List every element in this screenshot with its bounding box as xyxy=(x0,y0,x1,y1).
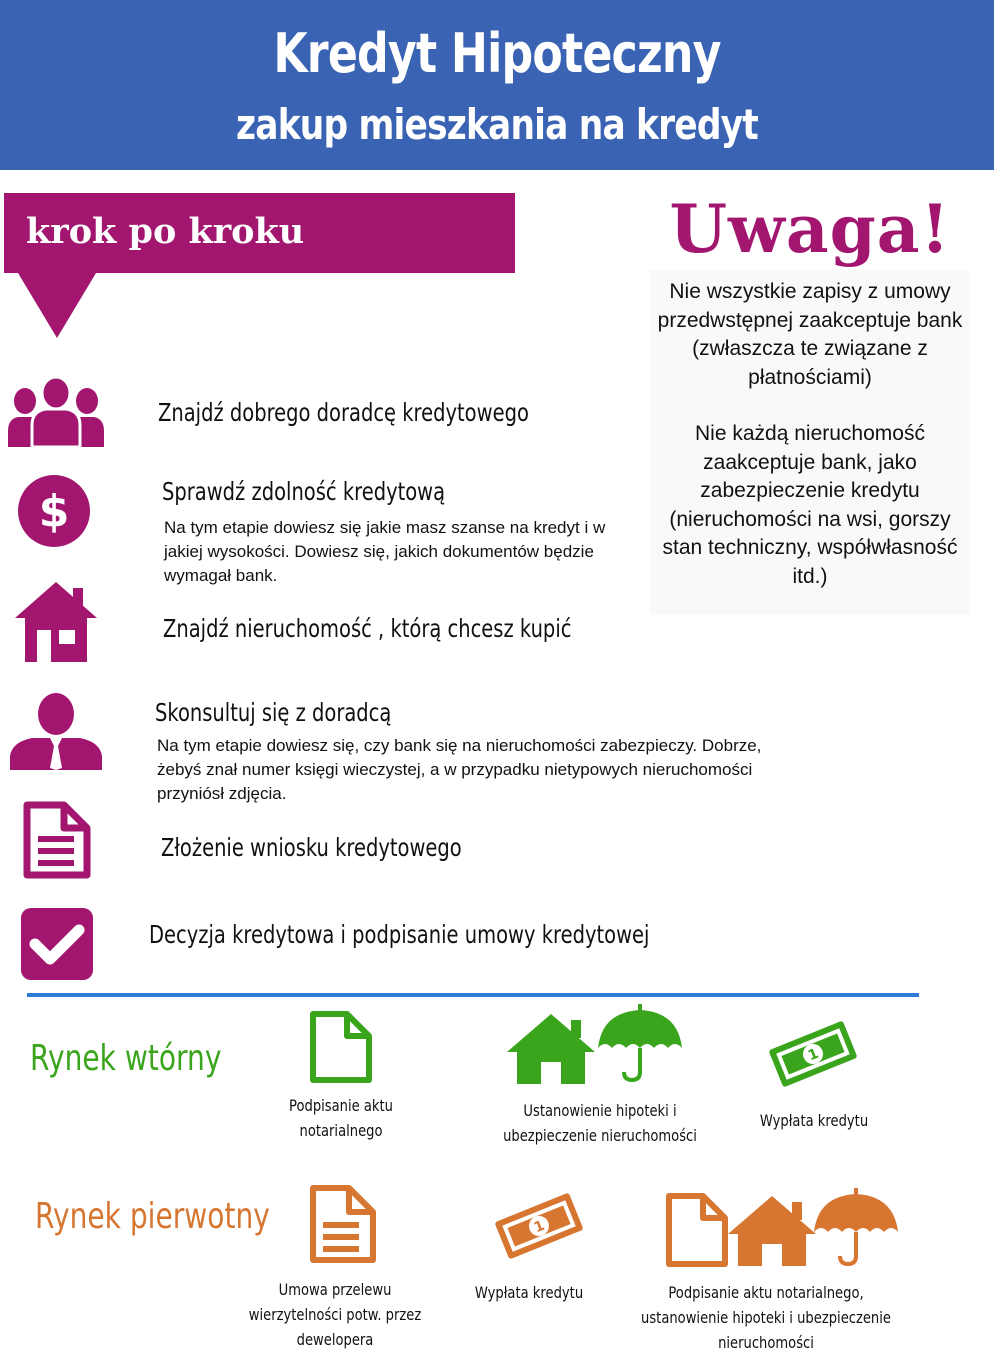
primary-caption-3: Podpisanie aktu notarialnego, ustanowienie hipoteki i ubezpieczenie nieruchomości xyxy=(641,1283,891,1352)
secondary-caption-1: Podpisanie aktu notarialnego xyxy=(289,1096,393,1140)
house-icon xyxy=(15,582,97,662)
steps-banner-label: krok po kroku xyxy=(26,211,305,252)
divider xyxy=(27,993,919,997)
primary-small-document-icon xyxy=(665,1192,729,1268)
svg-text:$: $ xyxy=(38,486,70,537)
primary-caption-1: Umowa przelewu wierzytelności potw. przez dewelopera xyxy=(248,1280,422,1349)
page-subtitle: zakup mieszkania na kredyt xyxy=(236,100,758,149)
banner-pointer xyxy=(18,273,96,338)
svg-text:1: 1 xyxy=(805,1045,821,1065)
people-icon xyxy=(8,375,104,447)
warning-title: Uwaga! xyxy=(669,190,951,268)
step-4-title: Skonsultuj się z doradcą xyxy=(155,698,392,727)
dollar-icon xyxy=(17,474,91,548)
primary-house-icon xyxy=(728,1196,816,1266)
secondary-banknote-icon xyxy=(766,1016,860,1092)
step-4-description: Na tym etapie dowiesz się, czy bank się na nieruchomości zabezpieczy. Dobrze, żebyś znał numer księgi wieczystej, a w przypadku nietypowych nieruchomości przyniósł zdjęcia. xyxy=(157,736,762,803)
warning-paragraph-1: Nie wszystkie zapisy z umowy przedwstępnej zaakceptuje bank (zwłaszcza te związane z płatnościami) xyxy=(657,280,963,389)
advisor-icon xyxy=(10,692,102,770)
primary-market-label: Rynek pierwotny xyxy=(35,1196,270,1237)
secondary-caption-2: Ustanowienie hipoteki i ubezpieczenie nieruchomości xyxy=(503,1101,697,1145)
step-3-title: Znajdź nieruchomość , którą chcesz kupić xyxy=(163,614,572,643)
secondary-document-icon xyxy=(309,1010,373,1084)
primary-document-icon xyxy=(309,1184,377,1264)
step-2-description: Na tym etapie dowiesz się jakie masz szanse na kredyt i w jakiej wysokości. Dowiesz się, jakich dokumentów będzie wymagał bank. xyxy=(164,518,606,585)
primary-banknote-icon xyxy=(492,1188,586,1264)
document-icon xyxy=(22,800,92,880)
step-2-title: Sprawdź zdolność kredytową xyxy=(162,477,446,506)
step-1-title: Znajdź dobrego doradcę kredytowego xyxy=(158,398,529,427)
warning-paragraph-2: Nie każdą nieruchomość zaakceptuje bank, jako zabezpieczenie kredytu (nieruchomości na wsi, gorszy stan techniczny, współwłasność itd.) xyxy=(662,422,958,588)
checkmark-icon xyxy=(21,908,93,980)
secondary-market-label: Rynek wtórny xyxy=(30,1038,222,1079)
secondary-house-icon xyxy=(507,1014,595,1084)
primary-umbrella-icon xyxy=(814,1188,898,1268)
svg-text:1: 1 xyxy=(531,1217,547,1237)
secondary-umbrella-icon xyxy=(598,1004,682,1084)
step-6-title: Decyzja kredytowa i podpisanie umowy kredytowej xyxy=(149,920,650,949)
step-5-title: Złożenie wniosku kredytowego xyxy=(161,833,462,862)
primary-caption-2: Wypłata kredytu xyxy=(474,1283,584,1302)
secondary-caption-3: Wypłata kredytu xyxy=(759,1111,869,1130)
page-title: Kredyt Hipoteczny xyxy=(273,22,721,85)
